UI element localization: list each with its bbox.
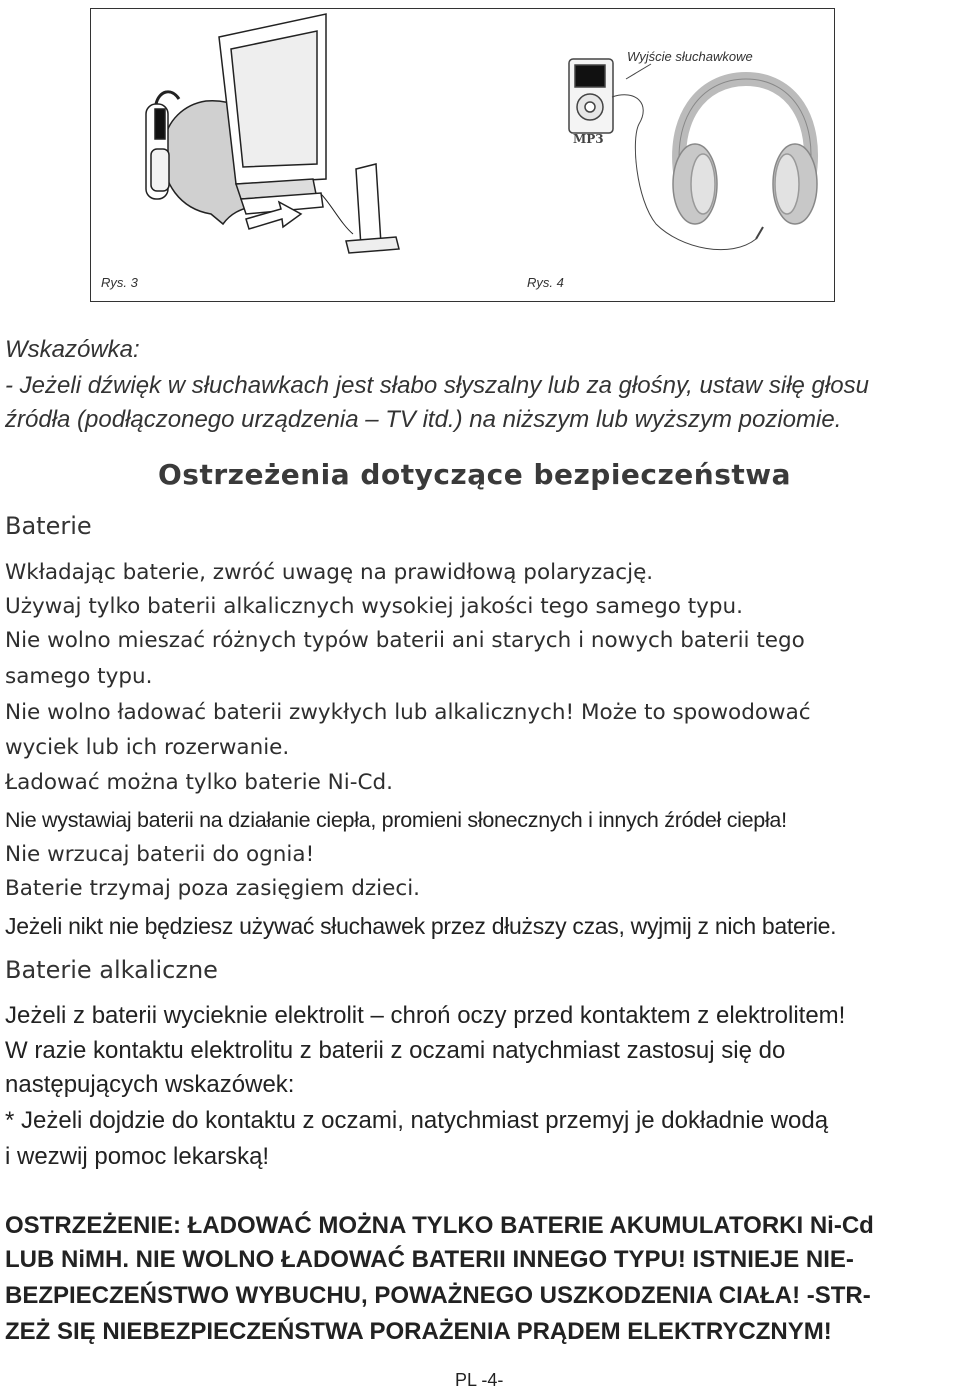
battery-line: wyciek lub ich rozerwanie. (5, 735, 290, 760)
alkaline-line: W razie kontaktu elektrolitu z baterii z oczami natychmiast zastosuj się do (5, 1037, 786, 1064)
tip-line-2: źródła (podłączonego urządzenia – TV itd.) na niższym lub wyższym poziomie. (5, 406, 842, 433)
warning-line: OSTRZEŻENIE: ŁADOWAĆ MOŻNA TYLKO BATERIE AKUMULATORKI Ni-Cd (5, 1212, 874, 1239)
alkaline-line: * Jeżeli dojdzie do kontaktu z oczami, natychmiast przemyj je dokładnie wodą (5, 1107, 829, 1134)
battery-line: Baterie trzymaj poza zasięgiem dzieci. (5, 876, 421, 901)
warning-line: BEZPIECZEŃSTWO WYBUCHU, POWAŻNEGO USZKODZENIA CIAŁA! -STR- (5, 1282, 871, 1309)
tip-line-1: - Jeżeli dźwięk w słuchawkach jest słabo słyszalny lub za głośny, ustaw siłę głosu (5, 372, 869, 399)
tv-headphones-illustration (146, 14, 399, 253)
mp3-headphones-illustration (569, 59, 817, 250)
battery-line: Nie wolno mieszać różnych typów baterii ani starych i nowych baterii tego (5, 628, 805, 653)
battery-line: Ładować można tylko baterie Ni-Cd. (5, 770, 393, 795)
mp3-label: MP3 (573, 132, 604, 146)
alkaline-line: i wezwij pomoc lekarską! (5, 1143, 270, 1170)
warning-line: LUB NiMH. NIE WOLNO ŁADOWAĆ BATERII INNEGO TYPU! ISTNIEJE NIE- (5, 1246, 854, 1273)
battery-line: Używaj tylko baterii alkalicznych wysokiej jakości tego samego typu. (5, 594, 743, 619)
battery-line: Nie wystawiaj baterii na działanie ciepła, promieni słonecznych i innych źródeł ciepła! (5, 808, 787, 832)
figure-callout: Wyjście słuchawkowe (627, 49, 753, 64)
figures-illustration (91, 9, 836, 303)
battery-line: Wkładając baterie, zwróć uwagę na prawidłową polaryzację. (5, 560, 654, 585)
battery-line: Nie wolno ładować baterii zwykłych lub alkalicznych! Może to spowodować (5, 700, 811, 725)
alkaline-line: następujących wskazówek: (5, 1071, 295, 1098)
battery-line: Jeżeli nikt nie będziesz używać słuchawek przez dłuższy czas, wyjmij z nich baterie. (5, 913, 837, 939)
battery-line: Nie wrzucaj baterii do ognia! (5, 842, 315, 867)
tip-title: Wskazówka: (5, 336, 140, 363)
figure-caption-right: Rys. 4 (527, 275, 564, 290)
figure-box (90, 8, 835, 302)
battery-line: samego typu. (5, 664, 153, 689)
page-number: PL -4- (455, 1370, 504, 1390)
figure-caption-left: Rys. 3 (101, 275, 138, 290)
safety-heading: Ostrzeżenia dotyczące bezpieczeństwa (158, 458, 792, 491)
alkaline-line: Jeżeli z baterii wycieknie elektrolit – chroń oczy przed kontaktem z elektrolitem! (5, 1002, 846, 1029)
warning-line: ZEŻ SIĘ NIEBEZPIECZEŃSTWA PORAŻENIA PRĄDEM ELEKTRYCZNYM! (5, 1318, 832, 1345)
batteries-title: Baterie (5, 512, 92, 540)
alkaline-title: Baterie alkaliczne (5, 956, 218, 984)
